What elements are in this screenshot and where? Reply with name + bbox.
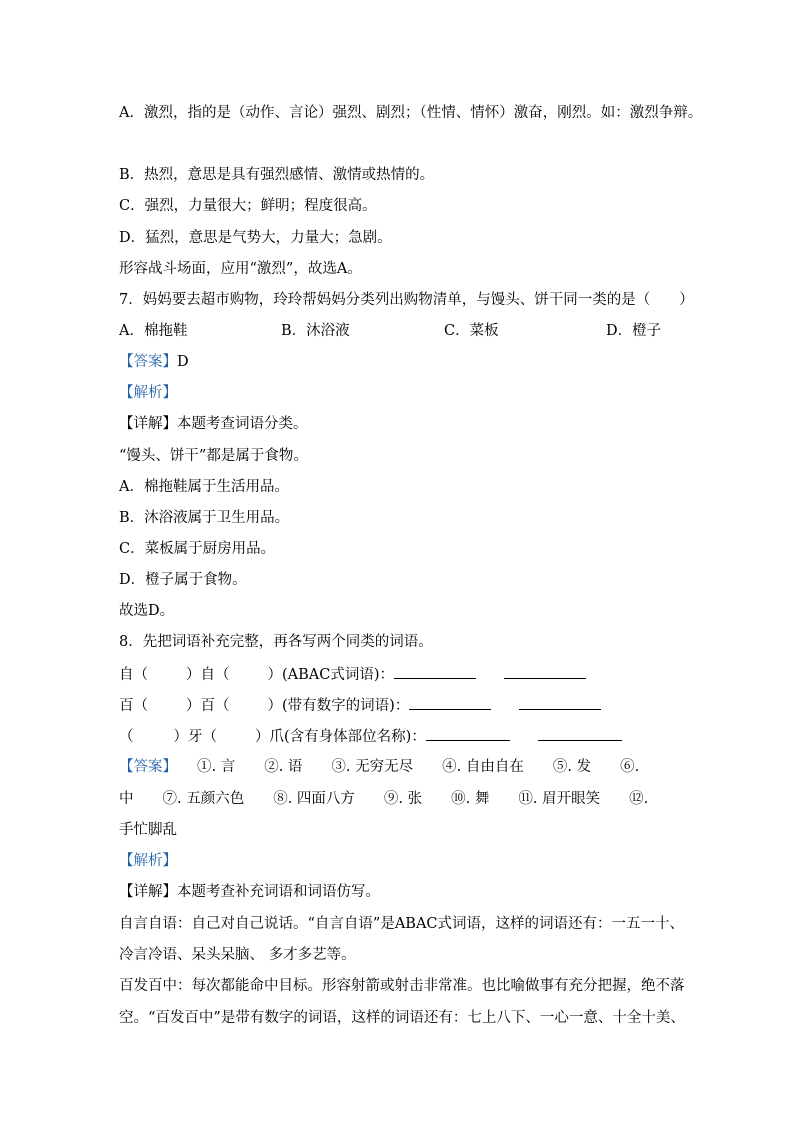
blank-line [409, 695, 491, 710]
q8-explain-line: 百发百中：每次都能命中目标。形容射箭或射击非常准。也比喻做事有充分把握，绝不落 [119, 978, 685, 994]
q8-row-2 [119, 695, 601, 716]
row-text: ）(带有数字的词语)： [267, 698, 410, 714]
row-text: ）自（ [186, 667, 230, 683]
answer-tag: 【答案】 [119, 354, 177, 370]
q7-answer [119, 352, 189, 372]
q7-explain-line: 故选D。 [119, 603, 175, 619]
blank-line [394, 664, 476, 679]
q8-answer-line-3: 手忙脚乱 [119, 822, 177, 838]
prev-option-c: C．强烈，力量很大；鲜明；程度很高。 [119, 198, 377, 214]
blank-line [426, 726, 510, 741]
row-text: ）爪(含有身体部位名称)： [255, 729, 426, 745]
row-text: 百（ [119, 698, 148, 714]
q8-detail [119, 882, 380, 902]
prev-conclusion: 形容战斗场面，应用“激烈”，故选A。 [119, 261, 362, 277]
row-text: 自（ [119, 667, 148, 683]
q7-explain-line: C．菜板属于厨房用品。 [119, 541, 276, 557]
row-text: ）百（ [186, 698, 230, 714]
q7-option-b: B．沐浴液 [281, 323, 350, 339]
q7-explain-line: D．橙子属于食物。 [119, 572, 247, 588]
prev-option-b: B．热烈，意思是具有强烈感情、激情或热情的。 [119, 167, 435, 183]
q7-analysis-tag: 【解析】 [119, 385, 177, 401]
blank-line [538, 726, 622, 741]
q7-detail [119, 414, 308, 434]
row-text: ）牙（ [173, 729, 217, 745]
q8-explain-line: 冷言冷语、呆头呆脑、 多才多艺等。 [119, 947, 356, 963]
q7-option-c: C．菜板 [444, 323, 499, 339]
row-text: ）(ABAC式词语)： [267, 667, 395, 683]
q7-option-a: A．棉拖鞋 [119, 323, 188, 339]
detail-tag: 【详解】 [119, 416, 177, 432]
answer-value: D [177, 354, 189, 370]
detail-tag: 【详解】 [119, 884, 177, 900]
q8-explain-line: 自言自语：自己对自己说话。“自言自语”是ABAC式词语，这样的词语还有：一五一十、 [119, 916, 685, 932]
q8-row-3 [119, 726, 622, 747]
q7-explain-line: “馒头、饼干”都是属于食物。 [119, 448, 308, 464]
q8-answer-line-1 [119, 757, 639, 777]
blank-line [519, 695, 601, 710]
q7-options [119, 321, 679, 341]
q8-analysis-tag: 【解析】 [119, 853, 177, 869]
q8-answer-line-2: 中 ⑦. 五颜六色 ⑧. 四面八方 ⑨. 张 ⑩. 舞 ⑪. 眉开眼笑 ⑫. [119, 791, 649, 807]
q7-stem: 7．妈妈要去超市购物，玲玲帮妈妈分类列出购物清单，与馒头、饼干同一类的是（ ） [119, 292, 694, 308]
q8-explain-line: 空。“百发百中”是带有数字的词语，这样的词语还有：七上八下、一心一意、十全十美、 [119, 1010, 685, 1026]
blank-line [504, 664, 586, 679]
prev-option-d: D．猛烈，意思是气势大，力量大；急剧。 [119, 230, 392, 246]
q8-row-1 [119, 664, 586, 685]
q7-explain-line: A．棉拖鞋属于生活用品。 [119, 479, 289, 495]
q7-option-d: D．橙子 [606, 323, 662, 339]
q7-explain-line: B．沐浴液属于卫生用品。 [119, 510, 290, 526]
row-text: （ [119, 729, 134, 745]
q8-stem: 8．先把词语补充完整，再各写两个同类的词语。 [119, 634, 433, 650]
detail-text: 本题考查词语分类。 [177, 416, 308, 432]
detail-text: 本题考查补充词语和词语仿写。 [177, 884, 380, 900]
answer-tag: 【答案】 [119, 759, 177, 775]
prev-option-a: A．激烈，指的是（动作、言论）强烈、剧烈；（性情、情怀）激奋，刚烈。如：激烈争辩。 [119, 105, 703, 121]
answer-text: ①. 言 ②. 语 ③. 无穷无尽 ④. 自由自在 ⑤. 发 ⑥. [197, 759, 640, 775]
